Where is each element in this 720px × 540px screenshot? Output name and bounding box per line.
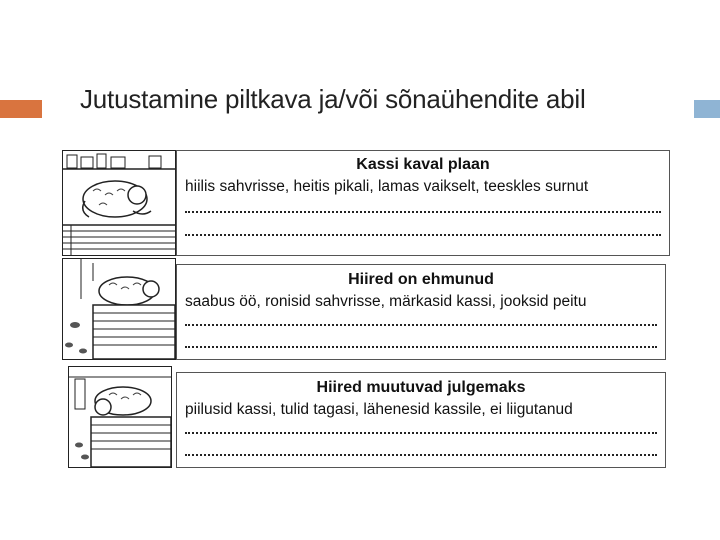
panel-2-title: Hiired on ehmunud	[348, 271, 494, 288]
accent-bar-left	[0, 100, 42, 118]
panel-2-textbox	[176, 264, 666, 360]
panel-3-answer-line-2	[185, 454, 657, 456]
panel-2-words: saabus öö, ronisid sahvrisse, märkasid kassi, jooksid peitu	[185, 293, 587, 310]
panel-3-words: piilusid kassi, tulid tagasi, lähenesid kassile, ei liigutanud	[185, 401, 573, 418]
panel-3-textbox	[176, 372, 666, 468]
panel-2-answer-line-1	[185, 324, 657, 326]
panel-3-picture	[68, 366, 172, 468]
panel-1-answer-line-2	[185, 234, 661, 236]
panel-2-answer-line-2	[185, 346, 657, 348]
panel-2-picture	[62, 258, 176, 360]
panel-1-title: Kassi kaval plaan	[356, 156, 490, 173]
panel-1-picture	[62, 150, 176, 256]
panel-1-answer-line-1	[185, 211, 661, 213]
slide-title: Jutustamine piltkava ja/või sõnaühendite abil	[80, 84, 586, 114]
accent-bar-right	[694, 100, 720, 118]
panel-1-words: hiilis sahvrisse, heitis pikali, lamas vaikselt, teeskles surnut	[185, 178, 589, 195]
panel-1-textbox	[176, 150, 670, 256]
panel-3-answer-line-1	[185, 432, 657, 434]
panel-3-title: Hiired muutuvad julgemaks	[316, 379, 526, 396]
